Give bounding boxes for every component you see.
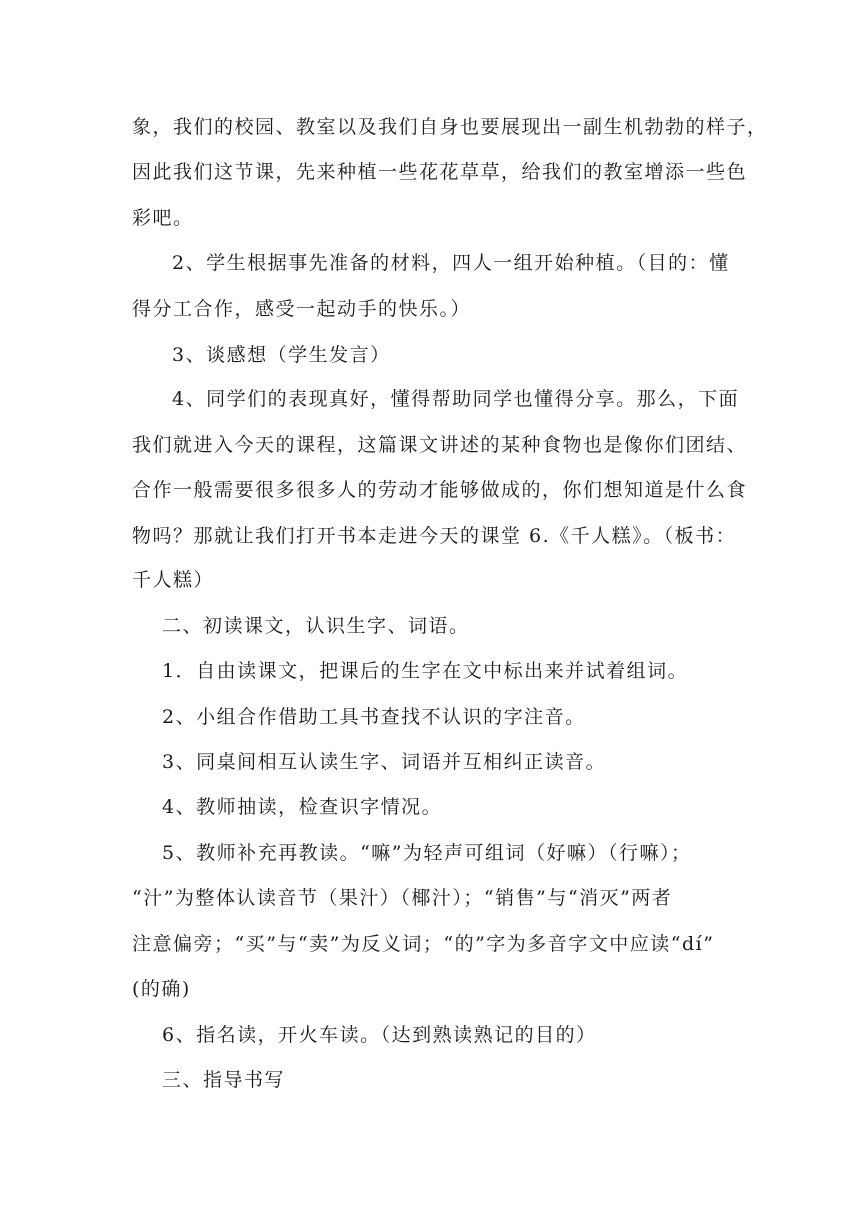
paragraph-line: (的确) — [132, 978, 191, 1000]
list-item: 5、教师补充再教读。“嘛”为轻声可组词（好嘛）（行嘛）； — [162, 842, 692, 864]
paragraph-line: 彩吧。 — [132, 207, 194, 229]
paragraph-line: 3、谈感想（学生发言） — [172, 344, 391, 366]
paragraph-line: 得分工合作，感受一起动手的快乐。） — [132, 298, 472, 320]
paragraph-line: 我们就进入今天的课程，这篇课文讲述的某种食物也是像你们团结、 — [132, 434, 748, 456]
list-item: 1．自由读课文，把课后的生字在文中标出来并试着组词。 — [162, 660, 689, 682]
paragraph-line: 象，我们的校园、教室以及我们自身也要展现出一副生机勃勃的样子， — [132, 116, 768, 138]
paragraph-line: “汁”为整体认读音节（果汁）（椰汁）；“销售”与“消灭”两者 — [132, 887, 673, 909]
section-heading: 二、初读课文，认识生字、词语。 — [162, 615, 470, 637]
list-item: 6、指名读，开火车读。（达到熟读熟记的目的） — [162, 1024, 597, 1046]
paragraph-line: 物吗？那就让我们打开书本走进今天的课堂 6.《千人糕》。（板书： — [132, 525, 737, 547]
list-item: 3、同桌间相互认读生字、词语并互相纠正读音。 — [162, 751, 607, 773]
paragraph-line: 4、同学们的表现真好，懂得帮助同学也懂得分享。那么，下面 — [172, 388, 740, 410]
paragraph-line: 因此我们这节课，先来种植一些花花草草，给我们的教室增添一些色 — [132, 161, 748, 183]
paragraph-line: 千人糕） — [132, 569, 215, 591]
section-heading: 三、指导书写 — [162, 1069, 286, 1091]
paragraph-line: 2、学生根据事先准备的材料，四人一组开始种植。（目的：懂 — [172, 252, 730, 274]
list-item: 2、小组合作借助工具书查找不认识的字注音。 — [162, 706, 586, 728]
paragraph-line: 注意偏旁；“买”与“卖”为反义词；“的”字为多音字文中应读“dí” — [132, 933, 715, 955]
paragraph-line: 合作一般需要很多很多人的劳动才能够做成的，你们想知道是什么食 — [132, 479, 748, 501]
list-item: 4、教师抽读，检查识字情况。 — [162, 796, 443, 818]
